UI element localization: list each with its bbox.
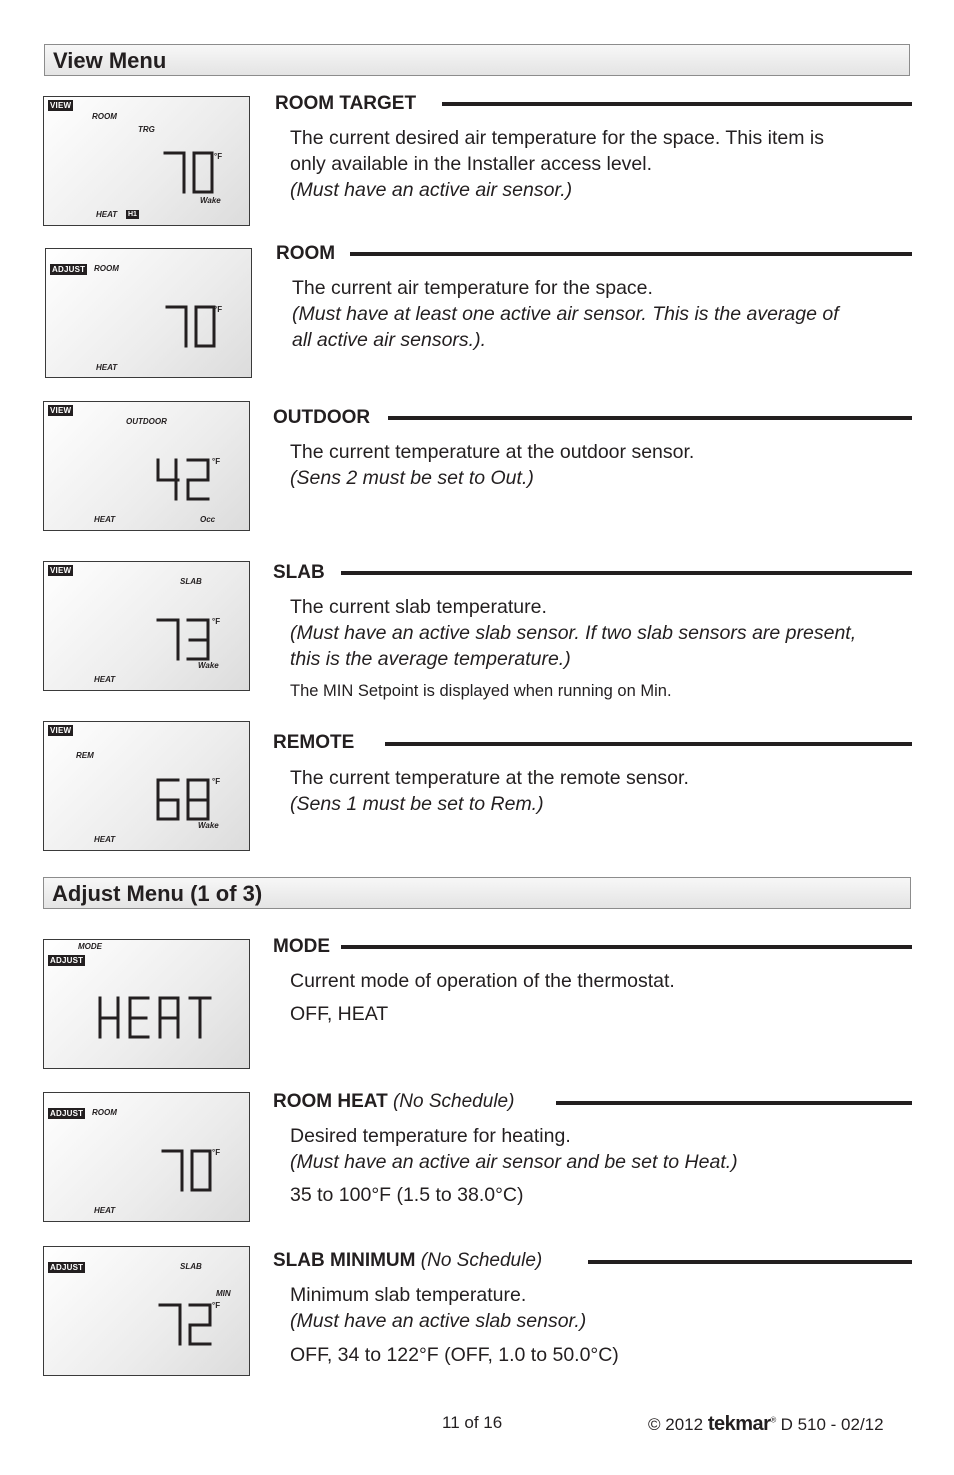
item-title-mode: MODE — [273, 936, 330, 957]
lcd-mode-tag: ADJUST — [50, 1109, 84, 1118]
lcd-label: ROOM — [94, 264, 119, 273]
item-title-room-target: ROOM TARGET — [275, 93, 422, 115]
lcd-unit: °F — [212, 617, 221, 626]
section-header-adjust-menu — [43, 877, 911, 909]
title-rule — [556, 1101, 912, 1105]
title-rule — [385, 742, 912, 746]
item-title-outdoor: OUTDOOR — [273, 407, 371, 428]
item-title-slab: SLAB — [273, 562, 331, 584]
item-title-text: ROOM HEAT — [273, 1091, 388, 1112]
lcd-label: HEAT — [94, 515, 116, 524]
lcd-mode-tag: VIEW — [50, 406, 72, 415]
lcd-digits-heat — [96, 994, 212, 1040]
requirement-note: (Must have an active slab sensor. If two slab sensors are present, — [290, 622, 857, 644]
brand-mark: ® — [770, 1415, 776, 1425]
title-rule — [442, 102, 912, 106]
lcd-label: HEAT — [96, 210, 118, 219]
description-line: The current temperature at the outdoor sensor. — [290, 441, 695, 463]
brand-name: tekmar — [707, 1413, 771, 1435]
lcd-label: Wake — [198, 661, 219, 670]
lcd-display-remote — [43, 721, 250, 851]
lcd-label: HEAT — [94, 1206, 116, 1215]
description-line: only available in the Installer access level. — [290, 153, 653, 175]
item-title-slab-minimum — [273, 1250, 544, 1272]
lcd-label: ROOM — [92, 112, 117, 121]
requirement-note: (Sens 1 must be set to Rem.) — [290, 793, 544, 815]
lcd-label: Wake — [200, 196, 221, 205]
title-rule — [341, 571, 912, 575]
lcd-digits — [154, 776, 216, 822]
lcd-display-outdoor — [43, 401, 250, 531]
title-rule — [341, 945, 912, 949]
lcd-mode-tag: ADJUST — [50, 1263, 84, 1272]
setting-range: 35 to 100°F (1.5 to 38.0°C) — [290, 1184, 524, 1206]
lcd-label: ROOM — [92, 1108, 117, 1117]
lcd-unit: °F — [212, 1301, 221, 1310]
item-title-note: (No Schedule) — [420, 1250, 543, 1271]
section-title: Adjust Menu (1 of 3) — [52, 881, 263, 906]
item-title-room-heat — [273, 1091, 518, 1113]
section-title: View Menu — [53, 48, 167, 73]
requirement-note: all active air sensors.). — [292, 329, 486, 351]
title-rule — [350, 252, 912, 256]
lcd-display-slab — [43, 561, 250, 691]
item-title-text: SLAB MINIMUM — [273, 1250, 416, 1271]
lcd-digits — [164, 303, 223, 349]
lcd-mode-tag: VIEW — [50, 101, 72, 110]
requirement-note: this is the average temperature.) — [290, 648, 571, 670]
title-rule — [588, 1260, 912, 1264]
lcd-unit: °F — [212, 1148, 221, 1157]
lcd-digits — [162, 149, 218, 195]
description-line: The current slab temperature. — [290, 596, 547, 618]
lcd-mode-tag: VIEW — [50, 566, 72, 575]
item-title-remote: REMOTE — [273, 732, 360, 754]
lcd-digits — [156, 1301, 216, 1347]
lcd-mode-tag: ADJUST — [52, 265, 86, 274]
document-code: D 510 - 02/12 — [780, 1415, 884, 1434]
min-setpoint-note: The MIN Setpoint is displayed when running on Min. — [290, 682, 672, 700]
lcd-unit: °F — [212, 457, 221, 466]
lcd-label: TRG — [138, 125, 155, 134]
brand-logo — [708, 1413, 776, 1435]
footer-copyright — [648, 1413, 884, 1436]
requirement-note: (Must have at least one active air sensor. This is the average of — [292, 303, 839, 325]
description-line: Current mode of operation of the thermostat. — [290, 970, 675, 992]
lcd-label: MODE — [78, 942, 102, 951]
lcd-display-mode — [43, 939, 250, 1069]
lcd-label: Occ — [200, 515, 216, 524]
lcd-mode-tag: VIEW — [50, 726, 72, 735]
description-line: The current air temperature for the space. — [292, 277, 653, 299]
requirement-note: (Must have an active air sensor.) — [290, 179, 573, 201]
description-line: Minimum slab temperature. — [290, 1284, 527, 1306]
requirement-note: (Sens 2 must be set to Out.) — [290, 467, 534, 489]
lcd-digits — [154, 616, 216, 662]
lcd-label: HEAT — [94, 675, 116, 684]
lcd-label: SLAB — [180, 1262, 202, 1271]
lcd-display-room-target — [43, 96, 250, 226]
setting-range: OFF, 34 to 122°F (OFF, 1.0 to 50.0°C) — [290, 1344, 619, 1366]
requirement-note: (Must have an active air sensor and be set to Heat.) — [290, 1151, 738, 1173]
lcd-label: HEAT — [94, 835, 116, 844]
lcd-label: MIN — [216, 1289, 231, 1298]
lcd-unit: °F — [214, 152, 223, 161]
lcd-mode-tag: ADJUST — [50, 956, 84, 965]
lcd-label: Wake — [198, 821, 219, 830]
lcd-unit: °F — [212, 777, 221, 786]
section-header-view-menu — [44, 44, 910, 76]
lcd-unit: °F — [214, 305, 223, 314]
requirement-note: (Must have an active slab sensor.) — [290, 1310, 587, 1332]
title-rule — [388, 416, 912, 420]
lcd-h1-tag: H1 — [128, 211, 137, 218]
item-title-note: (No Schedule) — [392, 1091, 515, 1112]
lcd-digits — [154, 456, 216, 502]
page-number: 11 of 16 — [442, 1413, 503, 1432]
setting-range: OFF, HEAT — [290, 1003, 389, 1025]
lcd-display-room-heat — [43, 1092, 250, 1222]
copyright-text: © 2012 — [648, 1415, 704, 1434]
item-title-room: ROOM — [276, 243, 341, 265]
lcd-digits — [160, 1147, 216, 1193]
lcd-label: REM — [76, 751, 94, 760]
lcd-label: OUTDOOR — [126, 417, 167, 426]
lcd-display-slab-minimum — [43, 1246, 250, 1376]
description-line: The current desired air temperature for the space. This item is — [290, 127, 824, 149]
lcd-display-room — [45, 248, 252, 378]
lcd-label: HEAT — [96, 363, 118, 372]
lcd-label: SLAB — [180, 577, 202, 586]
description-line: Desired temperature for heating. — [290, 1125, 571, 1147]
description-line: The current temperature at the remote sensor. — [290, 767, 689, 789]
